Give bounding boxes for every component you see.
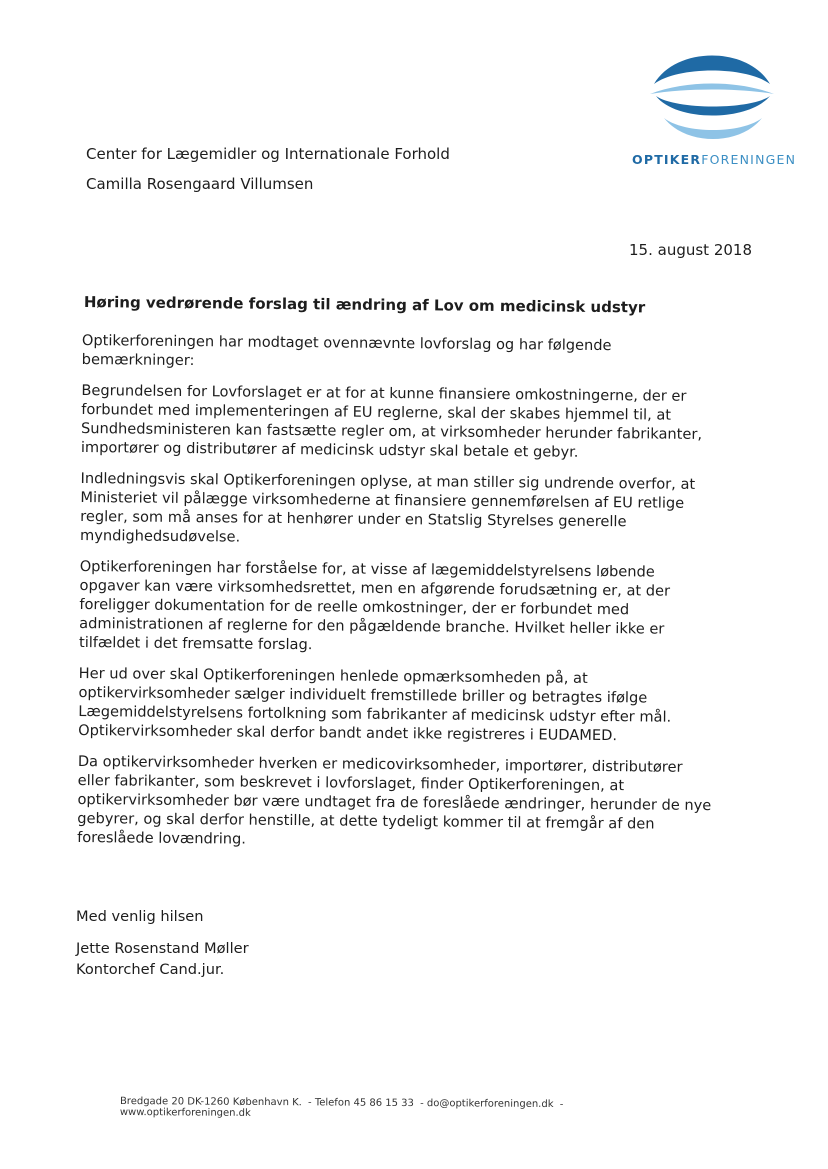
letter-date: 15. august 2018 bbox=[629, 241, 752, 259]
footer-website[interactable]: - www.optikerforeningen.dk bbox=[119, 1099, 564, 1119]
recipient-person: Camilla Rosengaard Villumsen bbox=[86, 175, 314, 193]
footer-email[interactable]: - do@optikerforeningen.dk bbox=[420, 1098, 554, 1111]
letter-subject: Høring vedrørende forslag til ændring af Lov om medicinsk udstyr bbox=[83, 293, 646, 317]
recipient-department: Center for Lægemidler og Internationale Forhold bbox=[86, 145, 450, 163]
letter-footer bbox=[120, 1096, 700, 1122]
footer-address: Bredgade 20 DK-1260 København K. bbox=[119, 1096, 302, 1109]
signer-name: Jette Rosenstand Møller bbox=[76, 940, 249, 957]
body-paragraph: Optikerforeningen har modtaget ovennævnte lovforslag og har følgende bemærkninger: bbox=[81, 331, 612, 370]
closing-greeting: Med venlig hilsen bbox=[76, 908, 204, 925]
body-paragraph: Begrundelsen for Lovforslaget er at for at kunne finansiere omkostningerne, der er forbundet med implementeringen af EU reglerne, skal der skabes hjemmel til, at Sundhedsministeren kan fastsætte regler om, at virksomheder herunder fabrikanter, importører og distributører af medicinsk udstyr skal betale et gebyr. bbox=[80, 381, 703, 461]
body-paragraph: Indledningsvis skal Optikerforeningen oplyse, at man stiller sig undrende overfor, at Ministeriet vil pålægge virksomhederne at finansiere gennemførelsen af EU retlige regler, som må anses for at henhører under en Statslig Styrelses generelle myndighedsudøvelse. bbox=[79, 469, 696, 546]
body-paragraph: Da optikervirksomheder hverken er medicovirksomheder, importører, distributører eller fabrikanter, som beskrevet i lovforslaget, finder Optikerforeningen, at optikervirksomheder bør være undtaget fra de foreslåede ændringer, herunder de nye gebyrer, og skal derfor henstille, at dette tydeligt kommer til at fremgår af den foreslåede lovændring. bbox=[77, 752, 712, 848]
logo-wordmark: OPTIKERFORENINGEN bbox=[632, 152, 797, 167]
body-paragraph: Her ud over skal Optikerforeningen henlede opmærksomheden på, at optikervirksomheder sælger individuelt fremstillede briller og betragtes ifølge Lægemiddelstyrelsens fortolkning som fabrikanter af medicinsk udstyr efter mål. Optikervirksomheder skal derfor bandt andet ikke registreres i EUDAMED. bbox=[78, 664, 672, 745]
optikerforeningen-logo bbox=[632, 44, 797, 172]
signer-title: Kontorchef Cand.jur. bbox=[76, 961, 225, 978]
eye-logo-icon bbox=[646, 44, 778, 144]
letter-body bbox=[77, 331, 754, 865]
body-paragraph: Optikerforeningen har forståelse for, at visse af lægemiddelstyrelsens løbende opgaver kan være virksomhedsrettet, men en afgørende forudsætning er, at der foreligger dokumentation for de reelle omkostninger, der er forbundet med administrationen af reglerne for den pågældende branche. Hvilket heller ikke er tilfældet i det fremsatte forslag. bbox=[78, 557, 671, 654]
footer-phone: - Telefon 45 86 15 33 bbox=[308, 1097, 414, 1110]
